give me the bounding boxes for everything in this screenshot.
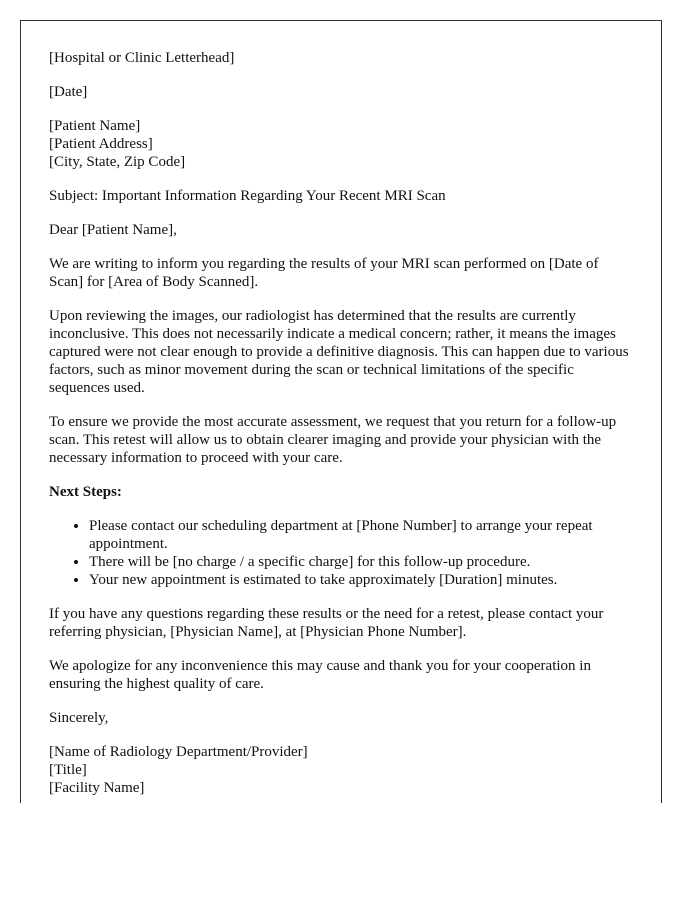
body-paragraph: To ensure we provide the most accurate assessment, we request that you return for a follow-up scan. This retest will allow us to obtain clearer imaging and provide your physician with the necessary information to proceed with your care. [49, 414, 617, 466]
list-item: • There will be [no charge / a specific charge] for this follow-up procedure. [89, 553, 633, 571]
patient-address: [Patient Address] [49, 136, 153, 152]
body-paragraph: If you have any questions regarding these results or the need for a retest, please contact your referring physician, [Physician Name], at [Physician Phone Number]. [49, 606, 604, 640]
signature-block [49, 743, 633, 797]
next-steps-heading-text: Next Steps: [49, 484, 122, 500]
letter [20, 20, 662, 803]
signature-department: [Name of Radiology Department/Provider] [49, 744, 308, 760]
subject-line: Subject: Important Information Regarding Your Recent MRI Scan [49, 188, 446, 204]
list-item: • Your new appointment is estimated to take approximately [Duration] minutes. [89, 571, 633, 589]
signature-title: [Title] [49, 762, 87, 778]
date: [Date] [49, 84, 88, 100]
next-steps-list [49, 517, 633, 589]
signoff: Sincerely, [49, 710, 109, 726]
patient-city: [City, State, Zip Code] [49, 154, 186, 170]
body-paragraph: Upon reviewing the images, our radiologist has determined that the results are currently inconclusive. This does not necessarily indicate a medical concern; rather, it means the images captured were not clear enough to provide a definitive diagnosis. This can happen due to various factors, such as minor movement during the scan or technical limitations of the specific sequences used. [49, 308, 629, 396]
patient-name: [Patient Name] [49, 118, 141, 134]
salutation: Dear [Patient Name], [49, 222, 177, 238]
recipient-block [49, 117, 633, 171]
next-steps-heading [49, 483, 633, 501]
list-item: • Please contact our scheduling department at [Phone Number] to arrange your repeat appointment. [89, 517, 633, 553]
letterhead: [Hospital or Clinic Letterhead] [49, 50, 235, 66]
body-paragraph: We are writing to inform you regarding the results of your MRI scan performed on [Date of Scan] for [Area of Body Scanned]. [49, 256, 599, 290]
body-paragraph: We apologize for any inconvenience this may cause and thank you for your cooperation in ensuring the highest quality of care. [49, 658, 591, 692]
signature-facility: [Facility Name] [49, 780, 145, 796]
